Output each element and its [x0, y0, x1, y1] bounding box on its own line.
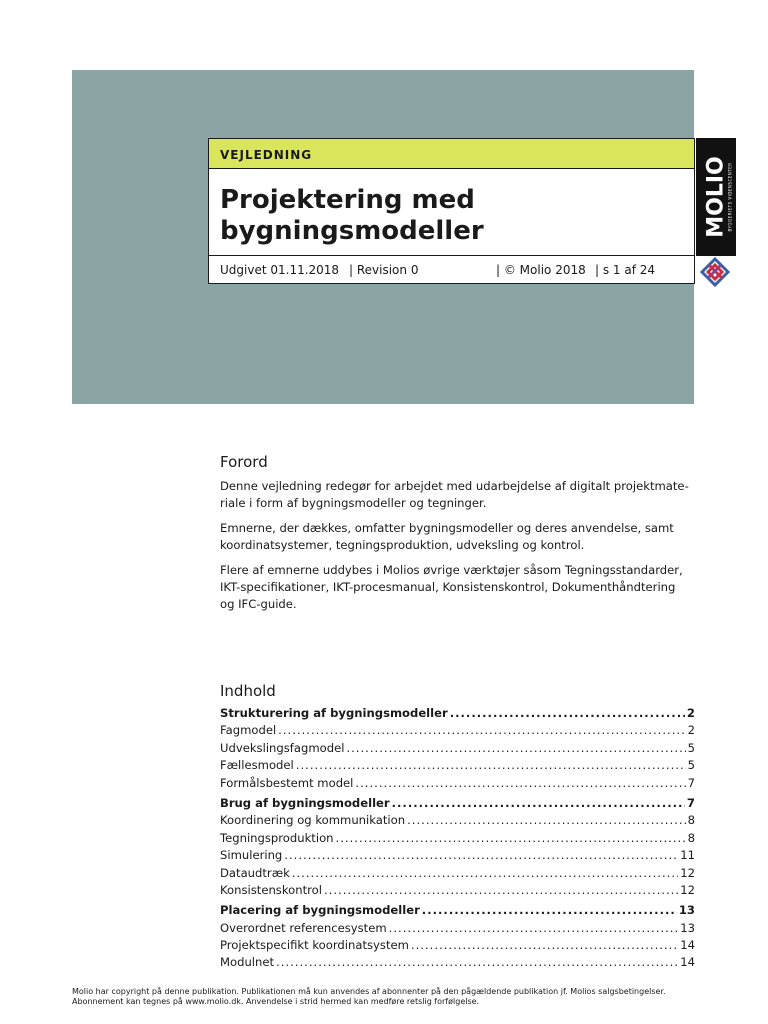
toc-entry[interactable] [220, 741, 695, 758]
toc-leader-dots [276, 955, 678, 969]
toc-entry[interactable] [220, 938, 695, 955]
toc-entry-label: Tegningsproduktion [220, 830, 334, 845]
toc-entry-page: 8 [687, 830, 695, 845]
toc-leader-dots [346, 741, 685, 755]
toc-leader-dots [324, 883, 678, 897]
toc-entry-page: 2 [687, 723, 695, 738]
footer-line-1: Molio har copyright på denne publikation. Publikationen må kun anvendes af abonnenter på den pågældende publikation jf. Molios salgsbetingelser. [72, 987, 666, 996]
toc-entry-label: Brug af bygningsmodeller [220, 795, 390, 810]
molio-logo [696, 138, 736, 256]
foreword-p1-line-1: Denne vejledning redegør for arbejdet med udarbejdelse af digitalt projektmate- [220, 479, 689, 493]
toc-entry-label: Simulering [220, 848, 283, 863]
toc-entry-label: Udvekslingsfagmodel [220, 740, 345, 755]
document-title [220, 185, 680, 247]
document-title-line-2: bygningsmodeller [220, 216, 484, 246]
toc-entry-page: 13 [680, 920, 695, 935]
toc-entry-page: 7 [686, 795, 695, 810]
foreword-paragraph-1 [220, 478, 695, 512]
toc-entry-label: Overordnet referencesystem [220, 920, 387, 935]
toc-entry-page: 5 [687, 758, 695, 773]
table-of-contents [220, 706, 695, 973]
foreword-heading: Forord [220, 453, 268, 471]
toc-leader-dots [355, 776, 685, 790]
publication-info [209, 255, 694, 285]
toc-entry-page: 14 [680, 938, 695, 953]
logo-tagline: BYGGERIETS VIDENSCENTER [727, 162, 733, 232]
foreword-p1-line-2: riale i form af bygningsmodeller og tegninger. [220, 496, 487, 510]
toc-entry[interactable] [220, 758, 695, 775]
toc-entry[interactable] [220, 866, 695, 883]
toc-entry[interactable] [220, 955, 695, 972]
foreword-p3-line-1: Flere af emnerne uddybes i Molios øvrige værktøjer såsom Tegningsstandarder, [220, 563, 683, 577]
toc-section-entry[interactable] [220, 796, 695, 813]
toc-entry[interactable] [220, 848, 695, 865]
toc-leader-dots [336, 831, 686, 845]
toc-leader-dots [389, 921, 679, 935]
toc-entry-page: 11 [680, 848, 695, 863]
contents-heading: Indhold [220, 682, 276, 700]
title-box [208, 138, 695, 284]
revision: | Revision 0 [349, 263, 419, 277]
foreword-paragraph-2 [220, 520, 695, 554]
foreword-p3-line-2: IKT-specifikationer, IKT-procesmanual, Konsistenskontrol, Dokumenthåndtering [220, 580, 676, 594]
published-date: Udgivet 01.11.2018 [220, 263, 340, 277]
document-title-line-1: Projektering med [220, 185, 475, 215]
toc-section-entry[interactable] [220, 903, 695, 920]
toc-entry[interactable] [220, 813, 695, 830]
toc-entry-page: 8 [687, 813, 695, 828]
toc-entry-page: 14 [680, 955, 695, 970]
foreword-p3-line-3: og IFC-guide. [220, 597, 297, 611]
toc-entry-label: Placering af bygningsmodeller [220, 903, 420, 918]
toc-entry-label: Projektspecifikt koordinatsystem [220, 938, 409, 953]
logo-wordmark: MOLIO [703, 156, 729, 238]
toc-entry-page: 5 [687, 740, 695, 755]
toc-entry[interactable] [220, 723, 695, 740]
toc-entry[interactable] [220, 776, 695, 793]
foreword-p2-line-2: koordinatsystemer, tegningsproduktion, udveksling og kontrol. [220, 538, 585, 552]
toc-entry-page: 13 [678, 903, 695, 918]
toc-entry-page: 12 [680, 865, 695, 880]
toc-leader-dots [292, 866, 678, 880]
toc-leader-dots [296, 758, 686, 772]
toc-leader-dots [392, 796, 685, 810]
toc-entry-label: Konsistenskontrol [220, 882, 322, 897]
toc-entry[interactable] [220, 921, 695, 938]
toc-leader-dots [278, 723, 685, 737]
footer-line-2: Abonnement kan tegnes på www.molio.dk. Anvendelse i strid hermed kan medføre retslig forfølgelse. [72, 997, 480, 1006]
page-indicator: | s 1 af 24 [595, 263, 656, 277]
toc-entry-page: 2 [686, 706, 695, 720]
toc-leader-dots [407, 813, 686, 827]
toc-leader-dots [422, 903, 677, 917]
toc-entry-label: Dataudtræk [220, 865, 290, 880]
foreword-p2-line-1: Emnerne, der dækkes, omfatter bygningsmodeller og deres anvendelse, samt [220, 521, 674, 535]
toc-entry-label: Modulnet [220, 955, 275, 970]
toc-entry[interactable] [220, 831, 695, 848]
copyright: | © Molio 2018 [496, 263, 586, 277]
toc-entry-page: 7 [687, 775, 695, 790]
toc-entry-label: Fagmodel [220, 723, 277, 738]
molio-knot-icon [700, 257, 730, 287]
toc-entry-label: Formålsbestemt model [220, 775, 354, 790]
toc-entry-label: Strukturering af bygningsmodeller [220, 706, 448, 720]
copyright-footer [72, 987, 712, 1007]
toc-entry-label: Koordinering og kommunikation [220, 813, 406, 828]
toc-leader-dots [284, 848, 678, 862]
toc-entry-page: 12 [680, 882, 695, 897]
document-type-label: VEJLEDNING [220, 148, 313, 162]
foreword-paragraph-3 [220, 562, 695, 613]
toc-section-entry[interactable] [220, 706, 695, 723]
document-type-bar [209, 139, 694, 169]
toc-leader-dots [411, 938, 678, 952]
toc-entry[interactable] [220, 883, 695, 900]
toc-entry-label: Fællesmodel [220, 758, 294, 773]
toc-leader-dots [450, 706, 685, 720]
